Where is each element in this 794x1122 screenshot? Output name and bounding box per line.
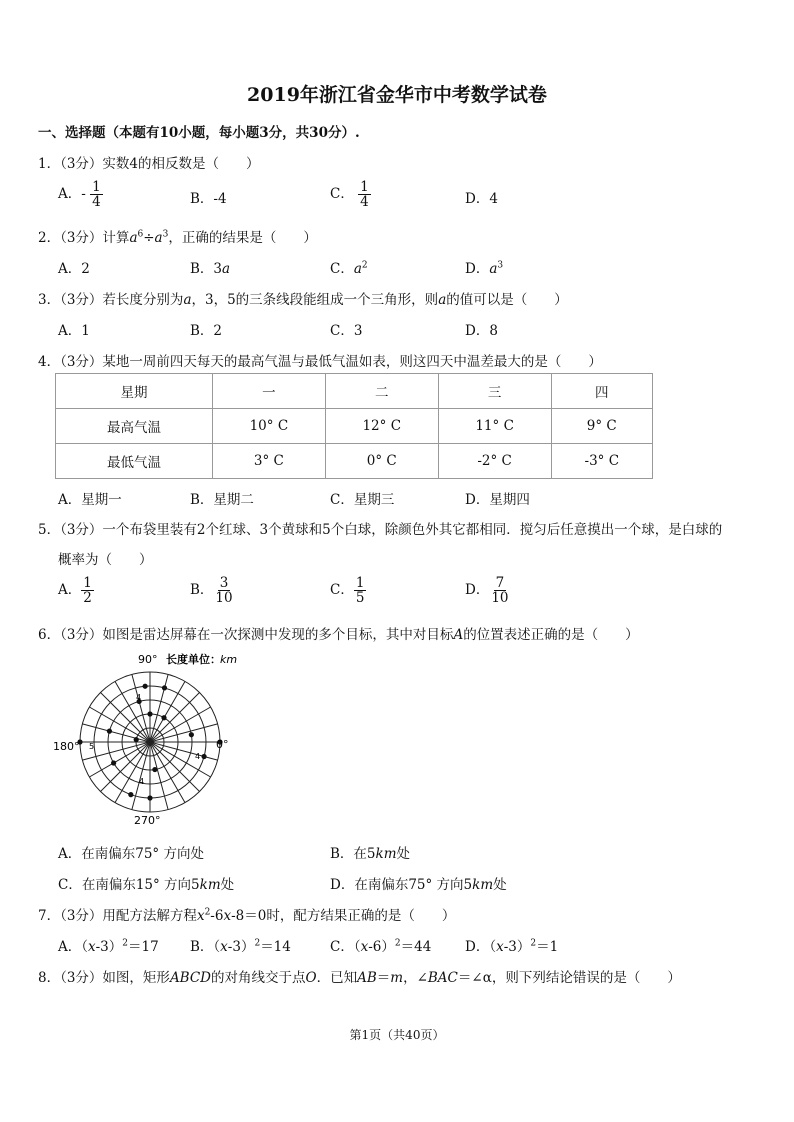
var-a: a [154,230,163,246]
q7-option-c[interactable] [330,935,431,955]
fraction-denominator: 2 [83,590,92,607]
q8-stem-mid: 的对角线交于点 [211,970,306,986]
var-m: m [390,970,404,986]
question-5-stem-line1: 5．（3分）一个布袋里装有2个红球、3个黄球和5个白球，除颜色外其它都相同．搅匀后任意摸出一个球，是白球的 [38,522,723,538]
option-label: D． [465,261,490,277]
option-text: -3） [95,939,123,955]
fraction-numerator: 1 [92,179,101,195]
option-label: B． [190,582,214,599]
option-label: C． [330,582,354,599]
option-text: C．（ [330,939,361,955]
q3-option-c[interactable]: C．3 [330,323,363,339]
q8-stem-mid: ，∠ [403,970,428,986]
q1-option-c-fraction [358,180,371,209]
q6-option-d[interactable] [330,873,507,893]
q5-option-d[interactable] [465,576,511,605]
q5-option-b[interactable] [190,576,235,605]
q1-option-a[interactable] [58,180,103,209]
angle-bac: BAC [427,970,458,986]
radar-target-dot [201,754,206,759]
radar-target-dot [128,792,133,797]
table-header-cell: 星期 [56,374,213,409]
table-cell: 9° C [551,409,652,444]
fraction-denominator: 10 [215,590,233,607]
fraction-numerator: 3 [219,575,229,591]
exponent: 2 [361,260,368,271]
radar-target-dot [161,715,166,720]
q1-option-b[interactable]: B．-4 [190,191,227,207]
q1-option-c[interactable] [330,180,371,209]
option-text: D．在南偏东75° 方向5 [330,877,473,893]
q3-option-a[interactable]: A．1 [58,323,90,339]
q6-stem-pre: 6．（3分）如图是雷达屏幕在一次探测中发现的多个目标，其中对目标 [38,627,454,643]
q7-option-b[interactable] [190,935,291,955]
option-text: ＝44 [400,939,432,955]
table-header-cell: 一 [212,374,325,409]
fraction-numerator: 1 [360,179,369,195]
q7-stem-mid: -6 [210,908,224,924]
unit-km: km [375,846,397,862]
question-5-stem-line2: 概率为（ ） [58,552,153,568]
var-x: x [220,939,228,955]
q5-option-a-fraction [81,576,94,605]
option-label: D． [465,582,490,599]
question-7-stem [38,904,455,924]
var-a: a [129,230,138,246]
radar-ring-label: 5 [89,742,95,751]
option-text: ＝17 [128,939,159,955]
table-header-row [56,374,653,409]
q5-option-a[interactable] [58,576,94,605]
radar-target-dot [107,729,112,734]
option-text: A．（ [58,939,88,955]
fraction-denominator: 4 [360,194,369,211]
fraction-denominator: 5 [355,590,365,607]
table-cell: -2° C [438,444,551,479]
q3-option-d[interactable]: D．8 [465,323,498,339]
var-a: a [438,292,447,308]
option-text: ＝14 [260,939,291,955]
var-x: x [496,939,504,955]
q7-option-d[interactable] [465,935,558,955]
var-x: x [223,908,232,924]
radar-target-dot [143,684,148,689]
q3-stem-post: 的值可以是（ ） [446,292,568,308]
option-text: -6） [368,939,395,955]
option-label: C． [330,261,354,277]
table-cell: 3° C [212,444,325,479]
question-4-stem: 4．（3分）某地一周前四天每天的最高气温与最低气温如表，则这四天中温差最大的是（ ） [38,354,602,370]
question-8-stem [38,966,681,986]
fraction-numerator: 7 [495,575,505,591]
radar-label-90: 90° [138,653,158,666]
radar-target-dot [189,732,194,737]
radar-figure [50,646,250,828]
q8-stem-pre: 8．（3分）如图，矩形 [38,970,170,986]
var-a: a [353,261,362,277]
option-text: 处 [396,846,410,862]
radar-label-270: 270° [134,814,161,827]
q4-option-c[interactable]: C．星期三 [330,492,395,508]
radar-unit-label: 长度单位： [166,653,221,666]
q7-stem-pre: 7．（3分）用配方法解方程 [38,908,197,924]
table-header-cell: 三 [438,374,551,409]
q4-option-b[interactable]: B．星期二 [190,492,254,508]
radar-grid [80,672,220,812]
question-6-stem [38,623,639,643]
unit-km: km [199,877,221,893]
fraction-denominator: 4 [92,194,101,211]
exponent: 2 [122,938,129,949]
exponent: 3 [497,260,504,271]
option-text: D．（ [465,939,497,955]
option-text: B．在5 [330,846,376,862]
radar-target-dot [162,685,167,690]
table-cell: 10° C [212,409,325,444]
q8-stem-post: ＝∠α，则下列结论错误的是（ ） [457,970,681,986]
q6-option-a[interactable]: A．在南偏东75° 方向处 [58,846,204,862]
table-cell: 11° C [438,409,551,444]
table-cell: 最高气温 [56,409,213,444]
q3-stem-mid: ，3，5的三条线段能组成一个三角形，则 [191,292,439,308]
q6-option-b[interactable] [330,842,410,862]
option-label: A． [58,582,82,599]
q4-option-a[interactable]: A．星期一 [58,492,122,508]
q5-option-d-fraction [489,576,510,605]
table-cell: 12° C [325,409,438,444]
table-cell: -3° C [551,444,652,479]
q8-stem-mid: ．已知 [316,970,358,986]
question-3-stem [38,288,568,308]
q3-stem-pre: 3．（3分）若长度分别为 [38,292,184,308]
var-x: x [196,908,205,924]
var-a: a [222,261,231,277]
q5-option-c-fraction [354,576,367,605]
rect-abcd: ABCD [169,970,212,986]
segment-ab: AB [357,970,377,986]
q1-option-a-fraction [90,180,103,209]
point-o: O [305,970,317,986]
option-text: -3） [227,939,255,955]
radar-target-dot [111,760,116,765]
q5-option-c[interactable] [330,576,366,605]
q7-stem-post: -8＝0时，配方结果正确的是（ ） [231,908,456,924]
radar-target-dot [152,767,157,772]
exponent: 2 [394,938,401,949]
q4-option-d[interactable]: D．星期四 [465,492,530,508]
q7-option-a[interactable] [58,935,159,955]
divide-sign: ÷ [143,230,155,246]
page-footer: 第1页（共40页） [349,1028,445,1042]
section-heading: 一、选择题（本题有10小题，每小题3分，共30分）. [38,125,360,141]
radar-ring-label: 4 [136,693,142,702]
exponent: 2 [204,907,211,918]
radar-ring-label: 4 [139,777,145,786]
option-text: 处 [220,877,235,893]
option-text: B．（ [190,939,221,955]
fraction-numerator: 1 [355,575,365,591]
radar-label-0: 0° [216,738,229,751]
exponent: 6 [137,229,144,240]
table-row [56,409,653,444]
var-a: a [183,292,192,308]
var-x: x [360,939,369,955]
option-text: ＝1 [536,939,559,955]
radar-target-dot [147,711,152,716]
exponent: 2 [254,938,261,949]
unit-km: km [472,877,494,893]
q2-stem-post: ，正确的结果是（ ） [168,230,317,246]
q2-stem-pre: 2．（3分）计算 [38,230,130,246]
fraction-denominator: 10 [491,590,509,607]
option-text: C．在南偏东15° 方向5 [58,877,200,893]
table-cell: 0° C [325,444,438,479]
q2-option-b[interactable] [190,257,230,277]
q1-option-d[interactable]: D．4 [465,191,498,207]
equals-sign: ＝ [376,970,391,986]
exponent: 3 [162,229,169,240]
var-x: x [88,939,96,955]
table-row [56,444,653,479]
radar-target-dot [147,795,152,800]
option-text: -3） [503,939,531,955]
temperature-table [55,373,653,479]
q6-option-c[interactable] [58,873,234,893]
q6-stem-post: 的位置表述正确的是（ ） [463,627,639,643]
fraction-numerator: 1 [83,575,92,591]
radar-unit-value: km [220,653,238,666]
option-text: 处 [493,877,507,893]
page-title: 2019年浙江省金华市中考数学试卷 [247,84,547,106]
target-a: A [453,627,464,643]
table-header-cell: 二 [325,374,438,409]
q1-option-c-label: C． [330,186,354,203]
q2-option-c[interactable] [330,257,368,277]
table-header-cell: 四 [551,374,652,409]
q2-option-d[interactable] [465,257,503,277]
radar-target-dot [134,737,139,742]
option-label: B．3 [190,261,223,277]
q1-option-a-label: A．- [58,186,86,203]
table-cell: 最低气温 [56,444,213,479]
var-a: a [489,261,498,277]
question-1-stem: 1．（3分）实数4的相反数是（ ） [38,156,260,172]
q3-option-b[interactable]: B．2 [190,323,223,339]
q5-option-b-fraction [213,576,234,605]
question-2-stem [38,226,317,246]
radar-ring-label: 4 [195,752,201,761]
exponent: 2 [530,938,537,949]
radar-label-180: 180° [53,740,80,753]
q2-option-a[interactable]: A．2 [58,261,90,277]
